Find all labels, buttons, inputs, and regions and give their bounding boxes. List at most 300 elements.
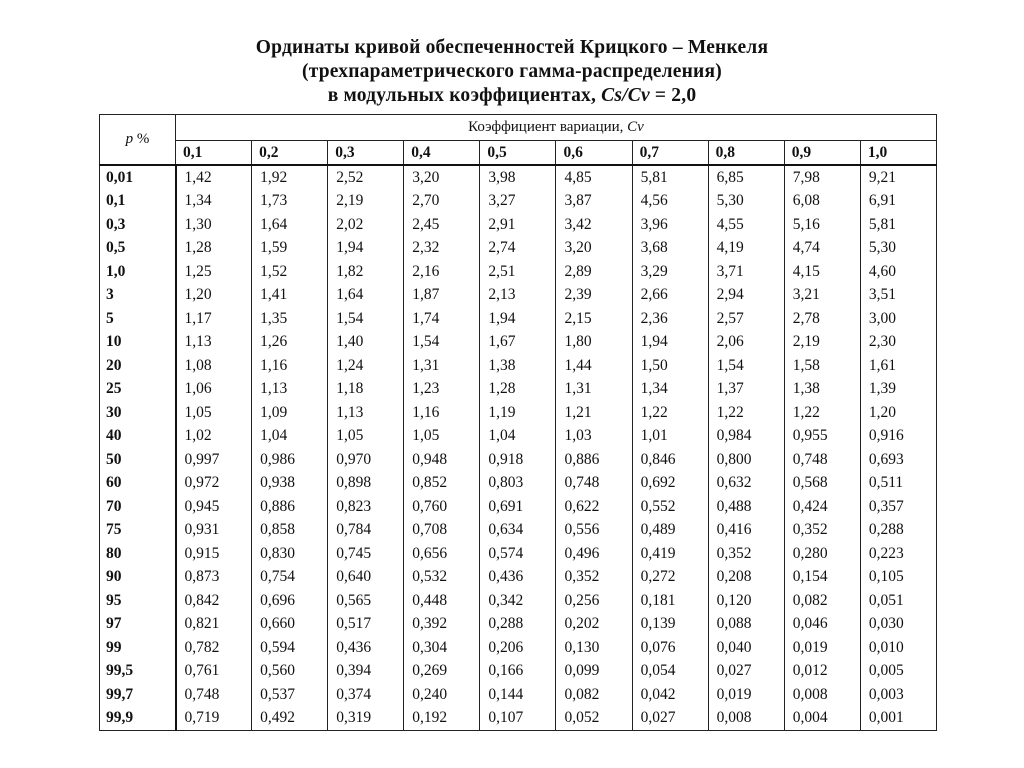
ordinate-value-cell: 1,80 <box>556 331 632 355</box>
table-row <box>100 472 937 496</box>
ordinate-value-cell: 0,556 <box>556 519 632 543</box>
ordinate-value-cell: 1,73 <box>252 190 328 214</box>
ordinate-value-cell: 0,099 <box>556 660 632 684</box>
ordinate-value-cell: 0,107 <box>480 707 556 731</box>
ordinate-value-cell: 0,800 <box>708 448 784 472</box>
ordinate-value-cell: 1,18 <box>328 378 404 402</box>
p-value-cell: 0,1 <box>100 190 176 214</box>
ordinate-value-cell: 0,019 <box>784 636 860 660</box>
ordinate-value-cell: 1,03 <box>556 425 632 449</box>
ordinate-value-cell: 0,166 <box>480 660 556 684</box>
ordinate-value-cell: 1,13 <box>328 401 404 425</box>
p-value-cell: 10 <box>100 331 176 355</box>
p-value-cell: 97 <box>100 613 176 637</box>
ordinate-value-cell: 1,22 <box>632 401 708 425</box>
cv-group-header-text: Коэффициент вариации, <box>468 119 624 135</box>
cv-header-cell: 0,6 <box>556 141 632 166</box>
ordinate-value-cell: 0,154 <box>784 566 860 590</box>
ordinate-value-cell: 5,16 <box>784 213 860 237</box>
ordinate-value-cell: 4,19 <box>708 237 784 261</box>
p-value-cell: 70 <box>100 495 176 519</box>
p-value-cell: 25 <box>100 378 176 402</box>
ordinate-value-cell: 0,696 <box>252 589 328 613</box>
ordinate-value-cell: 2,19 <box>328 190 404 214</box>
ordinate-value-cell: 1,24 <box>328 354 404 378</box>
ordinate-value-cell: 1,87 <box>404 284 480 308</box>
ordinate-value-cell: 2,78 <box>784 307 860 331</box>
ordinate-value-cell: 1,04 <box>252 425 328 449</box>
ordinate-value-cell: 1,42 <box>176 165 252 190</box>
ordinate-value-cell: 0,416 <box>708 519 784 543</box>
ordinate-value-cell: 0,948 <box>404 448 480 472</box>
ordinate-value-cell: 0,319 <box>328 707 404 731</box>
cv-group-header-symbol: Cv <box>627 119 644 135</box>
ordinate-value-cell: 0,012 <box>784 660 860 684</box>
table-row <box>100 707 937 731</box>
title-line-1: Ординаты кривой обеспеченностей Крицкого – Менкеля <box>255 37 769 58</box>
ordinate-value-cell: 1,23 <box>404 378 480 402</box>
ordinate-value-cell: 3,42 <box>556 213 632 237</box>
ordinate-value-cell: 0,632 <box>708 472 784 496</box>
p-value-cell: 0,01 <box>100 165 176 190</box>
ordinate-value-cell: 0,997 <box>176 448 252 472</box>
ordinate-value-cell: 0,424 <box>784 495 860 519</box>
ordinate-value-cell: 0,139 <box>632 613 708 637</box>
ordinate-value-cell: 5,30 <box>708 190 784 214</box>
table-row <box>100 425 937 449</box>
ordinate-value-cell: 0,691 <box>480 495 556 519</box>
ordinate-value-cell: 2,30 <box>860 331 936 355</box>
ordinate-value-cell: 0,748 <box>556 472 632 496</box>
ordinate-value-cell: 5,81 <box>632 165 708 190</box>
ordinate-value-cell: 0,030 <box>860 613 936 637</box>
ordinate-value-cell: 6,85 <box>708 165 784 190</box>
p-value-cell: 40 <box>100 425 176 449</box>
ordinate-value-cell: 0,051 <box>860 589 936 613</box>
cv-values-header-row <box>100 141 937 166</box>
ordinate-value-cell: 0,821 <box>176 613 252 637</box>
ordinate-value-cell: 1,35 <box>252 307 328 331</box>
ordinate-value-cell: 1,05 <box>404 425 480 449</box>
ordinate-value-cell: 0,436 <box>480 566 556 590</box>
ordinate-value-cell: 2,66 <box>632 284 708 308</box>
ordinate-value-cell: 1,09 <box>252 401 328 425</box>
ordinate-value-cell: 1,34 <box>632 378 708 402</box>
table-row <box>100 636 937 660</box>
ordinate-value-cell: 4,15 <box>784 260 860 284</box>
ordinate-value-cell: 2,06 <box>708 331 784 355</box>
ordinate-value-cell: 7,98 <box>784 165 860 190</box>
ordinate-value-cell: 3,98 <box>480 165 556 190</box>
table-row <box>100 354 937 378</box>
ordinate-value-cell: 2,13 <box>480 284 556 308</box>
p-value-cell: 60 <box>100 472 176 496</box>
ordinate-value-cell: 0,970 <box>328 448 404 472</box>
ordinate-value-cell: 6,08 <box>784 190 860 214</box>
ordinate-value-cell: 2,94 <box>708 284 784 308</box>
ordinate-value-cell: 4,56 <box>632 190 708 214</box>
table-row <box>100 519 937 543</box>
ordinate-value-cell: 3,27 <box>480 190 556 214</box>
ordinate-value-cell: 0,003 <box>860 683 936 707</box>
title-cs-cv-ratio: Cs/Cv <box>601 85 650 106</box>
ordinate-value-cell: 0,915 <box>176 542 252 566</box>
ordinate-value-cell: 5,81 <box>860 213 936 237</box>
ordinate-value-cell: 0,565 <box>328 589 404 613</box>
ordinate-value-cell: 0,280 <box>784 542 860 566</box>
ordinate-value-cell: 0,130 <box>556 636 632 660</box>
ordinate-value-cell: 0,748 <box>176 683 252 707</box>
p-value-cell: 90 <box>100 566 176 590</box>
ordinate-value-cell: 1,94 <box>328 237 404 261</box>
ordinate-value-cell: 0,192 <box>404 707 480 731</box>
ordinate-value-cell: 0,008 <box>784 683 860 707</box>
ordinate-value-cell: 5,30 <box>860 237 936 261</box>
ordinate-value-cell: 0,846 <box>632 448 708 472</box>
ordinate-value-cell: 0,886 <box>556 448 632 472</box>
ordinate-value-cell: 1,58 <box>784 354 860 378</box>
ordinate-value-cell: 0,931 <box>176 519 252 543</box>
ordinate-value-cell: 1,31 <box>556 378 632 402</box>
cv-header-cell: 0,1 <box>176 141 252 166</box>
ordinate-value-cell: 1,54 <box>328 307 404 331</box>
ordinate-value-cell: 0,488 <box>708 495 784 519</box>
table-row <box>100 589 937 613</box>
ordinate-value-cell: 1,54 <box>708 354 784 378</box>
ordinate-value-cell: 0,042 <box>632 683 708 707</box>
ordinate-value-cell: 0,748 <box>784 448 860 472</box>
ordinate-value-cell: 2,19 <box>784 331 860 355</box>
ordinate-value-cell: 0,594 <box>252 636 328 660</box>
ordinate-value-cell: 3,51 <box>860 284 936 308</box>
ordinate-value-cell: 1,16 <box>252 354 328 378</box>
p-header-unit: % <box>136 131 150 147</box>
ordinate-value-cell: 0,082 <box>784 589 860 613</box>
ordinate-value-cell: 1,21 <box>556 401 632 425</box>
ordinate-value-cell: 0,288 <box>480 613 556 637</box>
ordinate-value-cell: 1,94 <box>480 307 556 331</box>
ordinate-value-cell: 0,916 <box>860 425 936 449</box>
ordinate-value-cell: 1,28 <box>176 237 252 261</box>
ordinate-value-cell: 0,272 <box>632 566 708 590</box>
table-row <box>100 307 937 331</box>
title-line-2: (трехпараметрического гамма-распределения) <box>302 61 722 82</box>
ordinate-value-cell: 0,019 <box>708 683 784 707</box>
ordinate-value-cell: 2,39 <box>556 284 632 308</box>
ordinate-value-cell: 0,634 <box>480 519 556 543</box>
ordinate-value-cell: 3,71 <box>708 260 784 284</box>
ordinate-value-cell: 0,352 <box>708 542 784 566</box>
p-value-cell: 99,5 <box>100 660 176 684</box>
ordinate-value-cell: 2,91 <box>480 213 556 237</box>
ordinate-value-cell: 1,16 <box>404 401 480 425</box>
p-value-cell: 1,0 <box>100 260 176 284</box>
ordinate-value-cell: 0,394 <box>328 660 404 684</box>
p-value-cell: 5 <box>100 307 176 331</box>
ordinate-value-cell: 2,52 <box>328 165 404 190</box>
ordinate-value-cell: 0,754 <box>252 566 328 590</box>
table-group-header-row <box>100 115 937 141</box>
ordinate-value-cell: 0,984 <box>708 425 784 449</box>
ordinate-value-cell: 1,25 <box>176 260 252 284</box>
ordinate-value-cell: 1,22 <box>784 401 860 425</box>
ordinate-value-cell: 4,74 <box>784 237 860 261</box>
ordinate-value-cell: 2,57 <box>708 307 784 331</box>
ordinate-value-cell: 1,50 <box>632 354 708 378</box>
ordinate-value-cell: 0,357 <box>860 495 936 519</box>
ordinate-value-cell: 4,85 <box>556 165 632 190</box>
table-row <box>100 683 937 707</box>
ordinate-value-cell: 1,20 <box>860 401 936 425</box>
ordinate-value-cell: 0,202 <box>556 613 632 637</box>
ordinate-value-cell: 6,91 <box>860 190 936 214</box>
ordinate-value-cell: 1,22 <box>708 401 784 425</box>
document-title <box>0 36 1024 108</box>
ordinate-value-cell: 0,040 <box>708 636 784 660</box>
ordinate-value-cell: 0,898 <box>328 472 404 496</box>
ordinate-value-cell: 0,842 <box>176 589 252 613</box>
cv-group-header <box>176 115 937 141</box>
ordinate-value-cell: 0,693 <box>860 448 936 472</box>
ordinate-value-cell: 0,972 <box>176 472 252 496</box>
ordinate-value-cell: 0,574 <box>480 542 556 566</box>
ordinate-value-cell: 1,13 <box>176 331 252 355</box>
ordinate-value-cell: 1,30 <box>176 213 252 237</box>
ordinate-value-cell: 3,29 <box>632 260 708 284</box>
ordinate-value-cell: 1,67 <box>480 331 556 355</box>
ordinate-value-cell: 0,492 <box>252 707 328 731</box>
p-value-cell: 30 <box>100 401 176 425</box>
ordinate-value-cell: 3,20 <box>404 165 480 190</box>
ordinate-value-cell: 1,13 <box>252 378 328 402</box>
ordinate-value-cell: 1,34 <box>176 190 252 214</box>
table-row <box>100 495 937 519</box>
ordinate-value-cell: 0,076 <box>632 636 708 660</box>
ordinate-value-cell: 0,886 <box>252 495 328 519</box>
ordinate-value-cell: 2,36 <box>632 307 708 331</box>
ordinate-value-cell: 0,082 <box>556 683 632 707</box>
ordinate-value-cell: 1,19 <box>480 401 556 425</box>
ordinate-value-cell: 2,15 <box>556 307 632 331</box>
ordinate-value-cell: 0,342 <box>480 589 556 613</box>
ordinate-value-cell: 0,027 <box>708 660 784 684</box>
ordinate-value-cell: 0,206 <box>480 636 556 660</box>
ordinate-value-cell: 0,448 <box>404 589 480 613</box>
ordinate-value-cell: 4,60 <box>860 260 936 284</box>
ordinate-value-cell: 2,45 <box>404 213 480 237</box>
ordinate-value-cell: 0,256 <box>556 589 632 613</box>
cv-header-cell: 0,8 <box>708 141 784 166</box>
ordinate-value-cell: 0,719 <box>176 707 252 731</box>
ordinate-value-cell: 0,517 <box>328 613 404 637</box>
ordinate-value-cell: 0,392 <box>404 613 480 637</box>
ordinate-value-cell: 1,28 <box>480 378 556 402</box>
p-header-letter: p <box>125 131 134 147</box>
table-row <box>100 613 937 637</box>
table-row <box>100 542 937 566</box>
ordinate-value-cell: 1,38 <box>480 354 556 378</box>
table-row <box>100 566 937 590</box>
ordinate-value-cell: 0,352 <box>556 566 632 590</box>
table-row <box>100 284 937 308</box>
ordinate-value-cell: 0,945 <box>176 495 252 519</box>
ordinate-value-cell: 0,144 <box>480 683 556 707</box>
p-value-cell: 0,3 <box>100 213 176 237</box>
ordinate-value-cell: 0,419 <box>632 542 708 566</box>
ordinate-value-cell: 1,31 <box>404 354 480 378</box>
ordinate-value-cell: 4,55 <box>708 213 784 237</box>
ordinate-value-cell: 0,054 <box>632 660 708 684</box>
ordinate-value-cell: 0,269 <box>404 660 480 684</box>
ordinate-value-cell: 0,640 <box>328 566 404 590</box>
ordinate-value-cell: 0,858 <box>252 519 328 543</box>
cv-header-cell: 1,0 <box>860 141 936 166</box>
p-percent-header <box>100 115 176 166</box>
ordinate-value-cell: 0,027 <box>632 707 708 731</box>
ordinate-value-cell: 0,105 <box>860 566 936 590</box>
ordinate-value-cell: 0,436 <box>328 636 404 660</box>
cv-header-cell: 0,7 <box>632 141 708 166</box>
title-line-3 <box>0 84 1024 108</box>
ordinate-value-cell: 0,782 <box>176 636 252 660</box>
ordinate-value-cell: 0,622 <box>556 495 632 519</box>
cv-header-cell: 0,2 <box>252 141 328 166</box>
ordinate-value-cell: 1,37 <box>708 378 784 402</box>
ordinate-value-cell: 0,052 <box>556 707 632 731</box>
ordinate-value-cell: 3,96 <box>632 213 708 237</box>
ordinate-value-cell: 3,21 <box>784 284 860 308</box>
ordinate-value-cell: 0,005 <box>860 660 936 684</box>
ordinate-value-cell: 0,938 <box>252 472 328 496</box>
ordinate-value-cell: 1,59 <box>252 237 328 261</box>
ordinate-value-cell: 0,181 <box>632 589 708 613</box>
ordinate-value-cell: 0,656 <box>404 542 480 566</box>
ordinate-value-cell: 1,17 <box>176 307 252 331</box>
table-row <box>100 165 937 190</box>
ordinate-value-cell: 0,692 <box>632 472 708 496</box>
ordinate-value-cell: 0,288 <box>860 519 936 543</box>
ordinate-value-cell: 1,02 <box>176 425 252 449</box>
p-value-cell: 0,5 <box>100 237 176 261</box>
ordinates-table <box>99 114 937 731</box>
p-value-cell: 95 <box>100 589 176 613</box>
p-value-cell: 50 <box>100 448 176 472</box>
ordinate-value-cell: 0,511 <box>860 472 936 496</box>
table-row <box>100 378 937 402</box>
ordinate-value-cell: 1,82 <box>328 260 404 284</box>
ordinate-value-cell: 1,05 <box>328 425 404 449</box>
ordinate-value-cell: 9,21 <box>860 165 936 190</box>
table-row <box>100 260 937 284</box>
ordinate-value-cell: 0,955 <box>784 425 860 449</box>
ordinate-value-cell: 0,552 <box>632 495 708 519</box>
ordinate-value-cell: 0,873 <box>176 566 252 590</box>
ordinate-value-cell: 2,89 <box>556 260 632 284</box>
ordinate-value-cell: 1,38 <box>784 378 860 402</box>
p-value-cell: 75 <box>100 519 176 543</box>
ordinate-value-cell: 0,760 <box>404 495 480 519</box>
table-row <box>100 660 937 684</box>
p-value-cell: 80 <box>100 542 176 566</box>
cv-header-cell: 0,4 <box>404 141 480 166</box>
ordinate-value-cell: 0,560 <box>252 660 328 684</box>
ordinate-value-cell: 0,537 <box>252 683 328 707</box>
p-value-cell: 99,9 <box>100 707 176 731</box>
ordinate-value-cell: 1,61 <box>860 354 936 378</box>
table-row <box>100 448 937 472</box>
ordinate-value-cell: 1,64 <box>252 213 328 237</box>
ordinate-value-cell: 0,374 <box>328 683 404 707</box>
title-line-3-prefix: в модульных коэффициентах, <box>327 85 597 106</box>
ordinate-value-cell: 0,223 <box>860 542 936 566</box>
p-value-cell: 99 <box>100 636 176 660</box>
ordinate-value-cell: 3,00 <box>860 307 936 331</box>
ordinate-value-cell: 0,986 <box>252 448 328 472</box>
ordinate-value-cell: 0,352 <box>784 519 860 543</box>
ordinate-value-cell: 1,26 <box>252 331 328 355</box>
ordinate-value-cell: 0,046 <box>784 613 860 637</box>
ordinate-value-cell: 1,44 <box>556 354 632 378</box>
ordinate-value-cell: 3,68 <box>632 237 708 261</box>
ordinate-value-cell: 0,489 <box>632 519 708 543</box>
ordinate-value-cell: 1,39 <box>860 378 936 402</box>
ordinate-value-cell: 1,05 <box>176 401 252 425</box>
ordinate-value-cell: 0,761 <box>176 660 252 684</box>
ordinate-value-cell: 1,08 <box>176 354 252 378</box>
ordinate-value-cell: 0,830 <box>252 542 328 566</box>
cv-header-cell: 0,5 <box>480 141 556 166</box>
ordinate-value-cell: 2,02 <box>328 213 404 237</box>
table-row <box>100 213 937 237</box>
title-ratio-value: = 2,0 <box>654 85 697 106</box>
table-row <box>100 237 937 261</box>
ordinate-value-cell: 0,918 <box>480 448 556 472</box>
ordinate-value-cell: 1,41 <box>252 284 328 308</box>
ordinate-value-cell: 0,784 <box>328 519 404 543</box>
ordinate-value-cell: 0,745 <box>328 542 404 566</box>
ordinate-value-cell: 1,52 <box>252 260 328 284</box>
ordinate-value-cell: 2,70 <box>404 190 480 214</box>
ordinate-value-cell: 1,64 <box>328 284 404 308</box>
table-body <box>100 165 937 731</box>
ordinate-value-cell: 1,94 <box>632 331 708 355</box>
ordinate-value-cell: 0,001 <box>860 707 936 731</box>
ordinate-value-cell: 1,40 <box>328 331 404 355</box>
ordinate-value-cell: 1,06 <box>176 378 252 402</box>
ordinate-value-cell: 0,708 <box>404 519 480 543</box>
ordinate-value-cell: 1,04 <box>480 425 556 449</box>
p-value-cell: 3 <box>100 284 176 308</box>
ordinate-value-cell: 1,54 <box>404 331 480 355</box>
ordinate-value-cell: 0,240 <box>404 683 480 707</box>
ordinate-value-cell: 1,20 <box>176 284 252 308</box>
cv-header-cell: 0,9 <box>784 141 860 166</box>
ordinate-value-cell: 3,20 <box>556 237 632 261</box>
ordinate-value-cell: 0,532 <box>404 566 480 590</box>
ordinate-value-cell: 0,304 <box>404 636 480 660</box>
ordinate-value-cell: 0,823 <box>328 495 404 519</box>
ordinate-value-cell: 0,004 <box>784 707 860 731</box>
ordinate-value-cell: 2,32 <box>404 237 480 261</box>
ordinate-value-cell: 0,660 <box>252 613 328 637</box>
ordinate-value-cell: 1,01 <box>632 425 708 449</box>
p-value-cell: 20 <box>100 354 176 378</box>
ordinate-value-cell: 0,568 <box>784 472 860 496</box>
ordinate-value-cell: 0,120 <box>708 589 784 613</box>
ordinate-value-cell: 0,208 <box>708 566 784 590</box>
table-row <box>100 331 937 355</box>
ordinate-value-cell: 2,16 <box>404 260 480 284</box>
